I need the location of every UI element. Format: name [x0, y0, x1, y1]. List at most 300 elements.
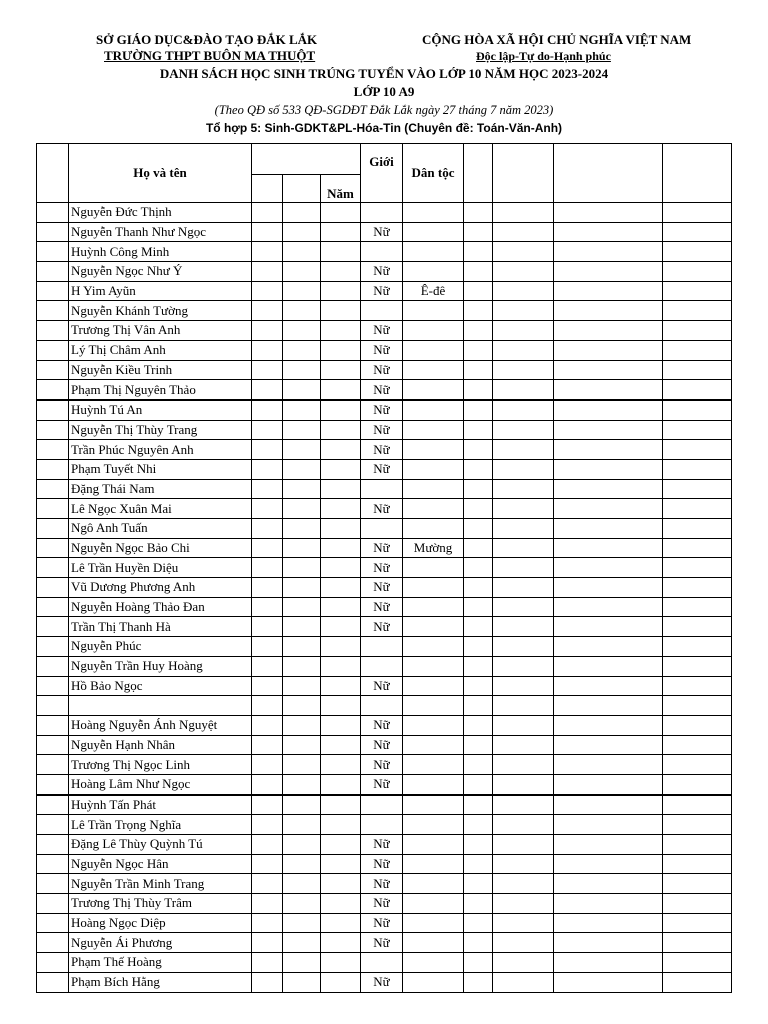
empty-cell	[663, 755, 732, 775]
table-row	[37, 933, 732, 953]
empty-cell	[464, 479, 493, 499]
birth-month-cell	[283, 696, 321, 716]
empty-cell	[663, 656, 732, 676]
empty-cell	[493, 262, 554, 282]
birth-month-cell	[283, 755, 321, 775]
birth-day-cell	[252, 440, 283, 460]
row-index-cell	[37, 735, 69, 755]
student-name: Hoàng Lâm Như Ngọc	[69, 774, 252, 794]
student-name: Nguyễn Ái Phương	[69, 933, 252, 953]
empty-cell	[554, 735, 663, 755]
republic-name: CỘNG HÒA XÃ HỘI CHỦ NGHĨA VIỆT NAM	[422, 32, 692, 47]
empty-cell	[663, 499, 732, 519]
birth-month-cell	[283, 835, 321, 855]
birth-day-cell	[252, 281, 283, 301]
empty-cell	[554, 499, 663, 519]
birth-day-cell	[252, 360, 283, 380]
birth-year-cell	[321, 854, 361, 874]
empty-cell	[464, 835, 493, 855]
table-row	[37, 894, 732, 914]
table-row	[37, 440, 732, 460]
student-name: H Yim Ayũn	[69, 281, 252, 301]
birth-year-cell	[321, 835, 361, 855]
ethnic-cell	[403, 637, 464, 657]
empty-cell	[464, 262, 493, 282]
row-index-cell	[37, 815, 69, 835]
empty-cell	[464, 578, 493, 598]
ethnic-cell	[403, 340, 464, 360]
table-row	[37, 597, 732, 617]
row-index-cell	[37, 558, 69, 578]
row-index-cell	[37, 400, 69, 420]
birth-month-cell	[283, 854, 321, 874]
empty-cell	[663, 558, 732, 578]
row-index-cell	[37, 281, 69, 301]
table-row	[37, 795, 732, 815]
empty-cell	[554, 281, 663, 301]
empty-cell	[493, 617, 554, 637]
row-index-cell	[37, 262, 69, 282]
birth-day-cell	[252, 696, 283, 716]
birth-day-cell	[252, 222, 283, 242]
birth-month-cell	[283, 301, 321, 321]
empty-cell	[554, 676, 663, 696]
birth-year-cell	[321, 696, 361, 716]
birth-year-cell	[321, 281, 361, 301]
birth-month-cell	[283, 340, 321, 360]
empty-cell	[663, 242, 732, 262]
table-row	[37, 854, 732, 874]
empty-cell	[493, 854, 554, 874]
birth-month-cell	[283, 597, 321, 617]
row-index-cell	[37, 774, 69, 794]
gender-cell: Nữ	[361, 715, 403, 735]
ethnic-cell	[403, 222, 464, 242]
birth-day-cell	[252, 538, 283, 558]
gender-cell: Nữ	[361, 262, 403, 282]
gender-cell	[361, 242, 403, 262]
row-index-cell	[37, 953, 69, 973]
empty-cell	[554, 953, 663, 973]
birth-year-cell	[321, 637, 361, 657]
empty-cell	[464, 795, 493, 815]
decision-reference: (Theo QĐ số 533 QĐ-SGDĐT Đắk Lắk ngày 27 tháng 7 năm 2023)	[214, 103, 554, 117]
birth-month-cell	[283, 637, 321, 657]
gender-cell: Nữ	[361, 538, 403, 558]
empty-cell	[554, 558, 663, 578]
empty-cell	[493, 637, 554, 657]
ethnic-cell	[403, 360, 464, 380]
table-row	[37, 874, 732, 894]
ethnic-cell	[403, 459, 464, 479]
birth-day-cell	[252, 578, 283, 598]
table-row	[37, 755, 732, 775]
empty-cell	[493, 222, 554, 242]
row-index-cell	[37, 222, 69, 242]
gender-cell	[361, 795, 403, 815]
gender-cell: Nữ	[361, 499, 403, 519]
empty-cell	[493, 874, 554, 894]
empty-cell	[464, 203, 493, 223]
birth-day-cell	[252, 479, 283, 499]
birth-year-cell	[321, 676, 361, 696]
empty-cell	[554, 578, 663, 598]
empty-cell	[663, 340, 732, 360]
birth-day-cell	[252, 558, 283, 578]
empty-cell	[663, 301, 732, 321]
empty-cell	[663, 854, 732, 874]
gender-cell: Nữ	[361, 340, 403, 360]
birth-year-cell	[321, 715, 361, 735]
birth-day-cell	[252, 597, 283, 617]
birth-month-cell	[283, 617, 321, 637]
student-name: Trương Thị Thùy Trâm	[69, 894, 252, 914]
table-row	[37, 774, 732, 794]
empty-cell	[663, 262, 732, 282]
table-row	[37, 519, 732, 539]
student-name: Nguyễn Hoàng Thảo Đan	[69, 597, 252, 617]
ethnic-cell	[403, 242, 464, 262]
table-row	[37, 835, 732, 855]
empty-cell	[554, 913, 663, 933]
school-name: TRƯỜNG THPT BUÔN MA THUỘT	[104, 48, 316, 63]
empty-cell	[493, 499, 554, 519]
empty-cell	[464, 519, 493, 539]
ethnic-cell	[403, 519, 464, 539]
birth-day-cell	[252, 459, 283, 479]
student-name: Nguyễn Khánh Tường	[69, 301, 252, 321]
student-name: Lý Thị Châm Anh	[69, 340, 252, 360]
table-row	[37, 538, 732, 558]
row-index-cell	[37, 440, 69, 460]
birth-month-cell	[283, 321, 321, 341]
empty-cell	[554, 774, 663, 794]
year-header: Năm	[321, 174, 361, 202]
birth-year-cell	[321, 203, 361, 223]
empty-cell	[554, 360, 663, 380]
empty-cell	[554, 459, 663, 479]
empty-cell	[493, 420, 554, 440]
birth-year-cell	[321, 656, 361, 676]
ethnic-cell	[403, 617, 464, 637]
row-index-cell	[37, 755, 69, 775]
table-row	[37, 696, 732, 716]
empty-cell	[464, 242, 493, 262]
gender-cell: Nữ	[361, 400, 403, 420]
empty-cell	[464, 340, 493, 360]
gender-cell: Nữ	[361, 774, 403, 794]
empty-cell	[554, 795, 663, 815]
empty-cell	[663, 715, 732, 735]
table-row	[37, 459, 732, 479]
student-name: Ngô Anh Tuấn	[69, 519, 252, 539]
row-index-cell	[37, 538, 69, 558]
ethnic-cell	[403, 894, 464, 914]
birth-month-cell	[283, 815, 321, 835]
birth-month-cell	[283, 656, 321, 676]
empty-cell	[464, 913, 493, 933]
empty-cell	[663, 459, 732, 479]
empty-cell	[493, 755, 554, 775]
ethnic-cell	[403, 440, 464, 460]
row-index-cell	[37, 578, 69, 598]
birth-year-cell	[321, 360, 361, 380]
gender-cell: Nữ	[361, 835, 403, 855]
table-row	[37, 913, 732, 933]
gender-cell	[361, 479, 403, 499]
birth-month-cell	[283, 676, 321, 696]
empty-cell	[554, 380, 663, 400]
gender-cell: Nữ	[361, 735, 403, 755]
empty-cell	[663, 874, 732, 894]
birth-header	[252, 144, 361, 175]
birth-month-cell	[283, 242, 321, 262]
birth-month-cell	[283, 222, 321, 242]
gender-cell: Nữ	[361, 972, 403, 992]
empty-cell	[554, 519, 663, 539]
empty-cell	[663, 933, 732, 953]
row-index-cell	[37, 617, 69, 637]
empty-cell	[663, 972, 732, 992]
empty-cell	[464, 301, 493, 321]
empty-cell	[554, 656, 663, 676]
table-row	[37, 676, 732, 696]
birth-day-cell	[252, 203, 283, 223]
gender-cell: Nữ	[361, 420, 403, 440]
gender-cell: Nữ	[361, 617, 403, 637]
empty-cell	[554, 874, 663, 894]
ethnic-cell	[403, 755, 464, 775]
student-name: Trương Thị Vân Anh	[69, 321, 252, 341]
ethnic-cell	[403, 795, 464, 815]
empty-cell	[493, 440, 554, 460]
ethnic-cell	[403, 715, 464, 735]
empty-cell	[663, 538, 732, 558]
table-row	[37, 499, 732, 519]
birth-day-cell	[252, 420, 283, 440]
empty-cell	[493, 538, 554, 558]
document-title: DANH SÁCH HỌC SINH TRÚNG TUYỂN VÀO LỚP 10 NĂM HỌC 2023-2024	[159, 66, 609, 81]
empty-cell	[464, 933, 493, 953]
empty-cell	[663, 400, 732, 420]
student-name: Trần Thị Thanh Hà	[69, 617, 252, 637]
birth-day-cell	[252, 617, 283, 637]
empty-cell	[464, 400, 493, 420]
table-row	[37, 715, 732, 735]
empty-cell	[554, 715, 663, 735]
table-row	[37, 656, 732, 676]
gender-cell: Nữ	[361, 578, 403, 598]
student-name: Nguyễn Trần Huy Hoàng	[69, 656, 252, 676]
gender-cell: Nữ	[361, 597, 403, 617]
ethnic-cell	[403, 953, 464, 973]
empty-cell	[663, 420, 732, 440]
row-index-cell	[37, 321, 69, 341]
birth-year-cell	[321, 894, 361, 914]
row-index-cell	[37, 854, 69, 874]
birth-month-cell	[283, 479, 321, 499]
subject-combination: Tổ hợp 5: Sinh-GDKT&PL-Hóa-Tin (Chuyên đề: Toán-Văn-Anh)	[205, 121, 563, 135]
empty-cell	[464, 815, 493, 835]
table-row	[37, 262, 732, 282]
birth-day-cell	[252, 380, 283, 400]
birth-month-cell	[283, 538, 321, 558]
row-index-cell	[37, 242, 69, 262]
empty-cell	[663, 953, 732, 973]
student-name: Đặng Lê Thùy Quỳnh Tú	[69, 835, 252, 855]
birth-day-cell	[252, 262, 283, 282]
birth-day-cell	[252, 656, 283, 676]
empty-cell	[493, 735, 554, 755]
birth-year-cell	[321, 380, 361, 400]
empty-cell	[464, 972, 493, 992]
birth-year-cell	[321, 755, 361, 775]
gender-cell: Nữ	[361, 380, 403, 400]
ethnic-cell	[403, 479, 464, 499]
birth-year-cell	[321, 953, 361, 973]
birth-year-cell	[321, 597, 361, 617]
empty-cell	[493, 340, 554, 360]
row-index-cell	[37, 340, 69, 360]
empty-cell	[493, 815, 554, 835]
empty-cell	[464, 953, 493, 973]
birth-month-cell	[283, 380, 321, 400]
birth-year-cell	[321, 499, 361, 519]
birth-day-cell	[252, 400, 283, 420]
empty-cell	[464, 597, 493, 617]
student-name: Phạm Thế Hoàng	[69, 953, 252, 973]
empty-cell	[464, 637, 493, 657]
empty-cell	[493, 795, 554, 815]
row-index-cell	[37, 459, 69, 479]
student-name: Nguyễn Thị Thùy Trang	[69, 420, 252, 440]
birth-year-cell	[321, 340, 361, 360]
gender-cell	[361, 696, 403, 716]
birth-year-cell	[321, 538, 361, 558]
student-name: Hoàng Ngọc Diệp	[69, 913, 252, 933]
row-index-cell	[37, 656, 69, 676]
empty-cell	[663, 519, 732, 539]
birth-year-cell	[321, 578, 361, 598]
student-name: Vũ Dương Phương Anh	[69, 578, 252, 598]
birth-day-cell	[252, 242, 283, 262]
ethnic-cell	[403, 874, 464, 894]
birth-month-cell	[283, 203, 321, 223]
name-header: Họ và tên	[69, 144, 252, 203]
gender-cell	[361, 656, 403, 676]
empty-cell	[493, 558, 554, 578]
empty-cell	[663, 696, 732, 716]
empty-cell	[663, 835, 732, 855]
table-row	[37, 242, 732, 262]
empty-cell	[493, 578, 554, 598]
empty-cell	[464, 755, 493, 775]
empty-cell	[663, 617, 732, 637]
birth-month-cell	[283, 578, 321, 598]
birth-year-cell	[321, 459, 361, 479]
ethnic-cell	[403, 420, 464, 440]
empty-cell	[663, 440, 732, 460]
birth-month-cell	[283, 715, 321, 735]
ethnic-cell	[403, 262, 464, 282]
table-row	[37, 637, 732, 657]
ethnic-cell	[403, 558, 464, 578]
empty-cell	[663, 479, 732, 499]
empty-cell	[464, 617, 493, 637]
birth-month-cell	[283, 774, 321, 794]
table-row	[37, 558, 732, 578]
gender-cell: Nữ	[361, 459, 403, 479]
ethnic-cell	[403, 815, 464, 835]
empty-cell	[493, 400, 554, 420]
ethnic-cell	[403, 656, 464, 676]
empty-cell	[493, 835, 554, 855]
empty-cell	[554, 340, 663, 360]
empty-cell	[554, 894, 663, 914]
empty-cell	[663, 597, 732, 617]
gender-cell: Nữ	[361, 933, 403, 953]
birth-day-cell	[252, 715, 283, 735]
ethnic-cell	[403, 913, 464, 933]
empty-cell	[554, 972, 663, 992]
empty-cell	[554, 538, 663, 558]
birth-year-cell	[321, 913, 361, 933]
empty-cell	[464, 774, 493, 794]
student-name: Nguyễn Trần Minh Trang	[69, 874, 252, 894]
birth-year-cell	[321, 420, 361, 440]
student-name: Nguyễn Ngọc Bảo Chi	[69, 538, 252, 558]
birth-year-cell	[321, 735, 361, 755]
gender-cell: Nữ	[361, 558, 403, 578]
table-row	[37, 222, 732, 242]
ethnic-cell	[403, 774, 464, 794]
class-name: LỚP 10 A9	[353, 84, 415, 99]
birth-month-cell	[283, 360, 321, 380]
student-name: Hoàng Nguyễn Ánh Nguyệt	[69, 715, 252, 735]
student-name: Phạm Tuyết Nhi	[69, 459, 252, 479]
row-index-cell	[37, 499, 69, 519]
empty-cell	[554, 854, 663, 874]
birth-day-cell	[252, 499, 283, 519]
row-index-cell	[37, 519, 69, 539]
empty-cell	[464, 459, 493, 479]
ethnic-cell	[403, 676, 464, 696]
empty-cell	[554, 835, 663, 855]
gender-cell: Nữ	[361, 755, 403, 775]
row-index-cell	[37, 894, 69, 914]
empty-cell	[554, 617, 663, 637]
birth-day-cell	[252, 676, 283, 696]
empty-cell	[464, 558, 493, 578]
gender-cell	[361, 637, 403, 657]
empty-cell	[554, 242, 663, 262]
empty-cell	[554, 262, 663, 282]
gender-cell: Nữ	[361, 894, 403, 914]
empty-cell	[663, 735, 732, 755]
student-name: Nguyễn Thanh Như Ngọc	[69, 222, 252, 242]
birth-day-cell	[252, 835, 283, 855]
table-row	[37, 340, 732, 360]
gender-cell: Nữ	[361, 281, 403, 301]
empty-cell	[663, 222, 732, 242]
ethnic-cell	[403, 835, 464, 855]
birth-month-cell	[283, 558, 321, 578]
empty-cell	[663, 360, 732, 380]
birth-year-cell	[321, 774, 361, 794]
row-index-cell	[37, 933, 69, 953]
birth-year-cell	[321, 222, 361, 242]
empty-cell	[493, 479, 554, 499]
